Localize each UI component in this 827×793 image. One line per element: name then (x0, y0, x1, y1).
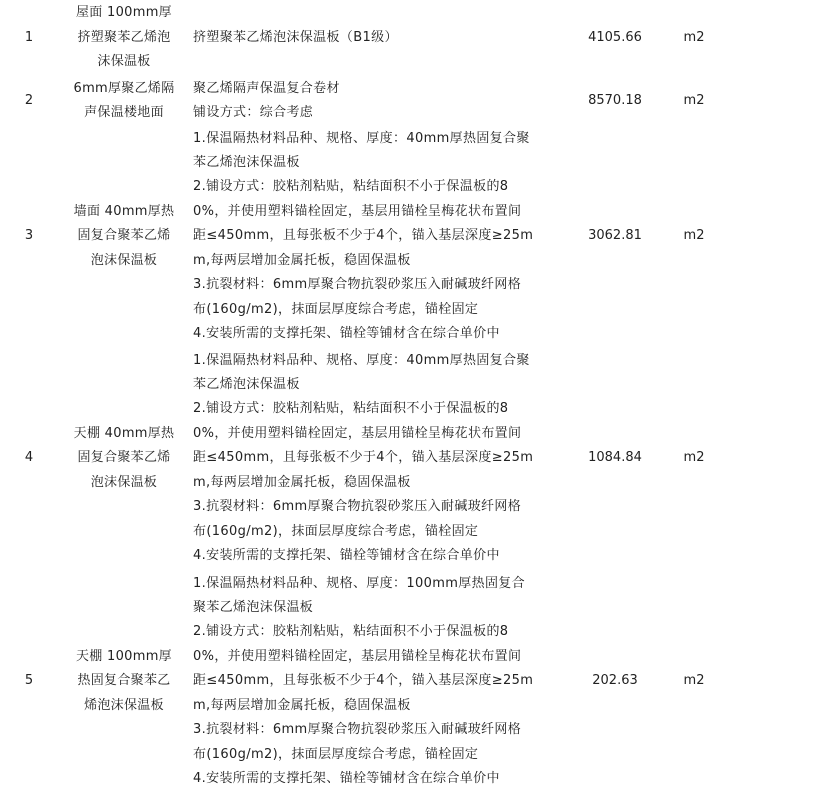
item-quantity: 8570.18 (588, 92, 642, 108)
item-unit: m2 (683, 228, 705, 244)
item-name: 屋面 100mm厚 挤塑聚苯乙烯泡 沫保温板 (76, 5, 172, 70)
item-number: 2 (24, 92, 34, 108)
item-quantity: 4105.66 (588, 29, 642, 45)
table-row (0, 126, 827, 347)
item-quantity: 3062.81 (588, 228, 642, 244)
item-number: 1 (24, 29, 34, 45)
item-unit: m2 (683, 92, 705, 108)
item-unit: m2 (683, 450, 705, 466)
item-description: 挤塑聚苯乙烯泡沫保温板（B1级） (193, 29, 398, 45)
item-description: 1.保温隔热材料品种、规格、厚度：40mm厚热固复合聚 苯乙烯泡沫保温板 2.铺设方式：胶粘剂粘贴，粘结面积不小于保温板的8 0%，并使用塑料锚栓固定，基层用锚栓呈梅花状布置间 距≤450mm，且每张板不少于4个，锚入基层深度≥25m m,每两层增加金属托板，稳固保温板 3.抗裂材料：6mm厚聚合物抗裂砂浆压入耐碱玻纤网格 布(160g/m2)，抹面层厚度综合考虑，锚栓固定 4.安装所需的支撑托架、锚栓等铺材含在综合单价中 (193, 130, 534, 341)
item-quantity: 202.63 (592, 673, 638, 689)
table-row (0, 0, 827, 76)
item-name: 天棚 40mm厚热 固复合聚苯乙烯 泡沫保温板 (73, 425, 175, 490)
item-number: 4 (24, 450, 34, 466)
item-name: 6mm厚聚乙烯隔 声保温楼地面 (73, 80, 175, 120)
item-number: 3 (24, 228, 34, 244)
table-row (0, 347, 827, 570)
item-name: 墙面 40mm厚热 固复合聚苯乙烯 泡沫保温板 (73, 203, 175, 268)
item-unit: m2 (683, 29, 705, 45)
table-row (0, 76, 827, 126)
item-unit: m2 (683, 673, 705, 689)
item-description: 1.保温隔热材料品种、规格、厚度：40mm厚热固复合聚 苯乙烯泡沫保温板 2.铺设方式：胶粘剂粘贴，粘结面积不小于保温板的8 0%，并使用塑料锚栓固定，基层用锚栓呈梅花状布置间 距≤450mm，且每张板不少于4个，锚入基层深度≥25m m,每两层增加金属托板，稳固保温板 3.抗裂材料：6mm厚聚合物抗裂砂浆压入耐碱玻纤网格 布(160g/m2)，抹面层厚度综合考虑，锚栓固定 4.安装所需的支撑托架、锚栓等铺材含在综合单价中 (193, 352, 534, 563)
item-number: 5 (24, 673, 34, 689)
item-name: 天棚 100mm厚 热固复合聚苯乙 烯泡沫保温板 (76, 648, 172, 713)
item-quantity: 1084.84 (588, 450, 642, 466)
table-row (0, 570, 827, 793)
item-description: 聚乙烯隔声保温复合卷材 铺设方式：综合考虑 (193, 80, 340, 120)
item-description: 1.保温隔热材料品种、规格、厚度：100mm厚热固复合 聚苯乙烯泡沫保温板 2.铺设方式：胶粘剂粘贴，粘结面积不小于保温板的8 0%，并使用塑料锚栓固定，基层用锚栓呈梅花状布置间 距≤450mm，且每张板不少于4个，锚入基层深度≥25m m,每两层增加金属托板，稳固保温板 3.抗裂材料：6mm厚聚合物抗裂砂浆压入耐碱玻纤网格 布(160g/m2)，抹面层厚度综合考虑，锚栓固定 4.安装所需的支撑托架、锚栓等铺材含在综合单价中 (193, 575, 534, 786)
